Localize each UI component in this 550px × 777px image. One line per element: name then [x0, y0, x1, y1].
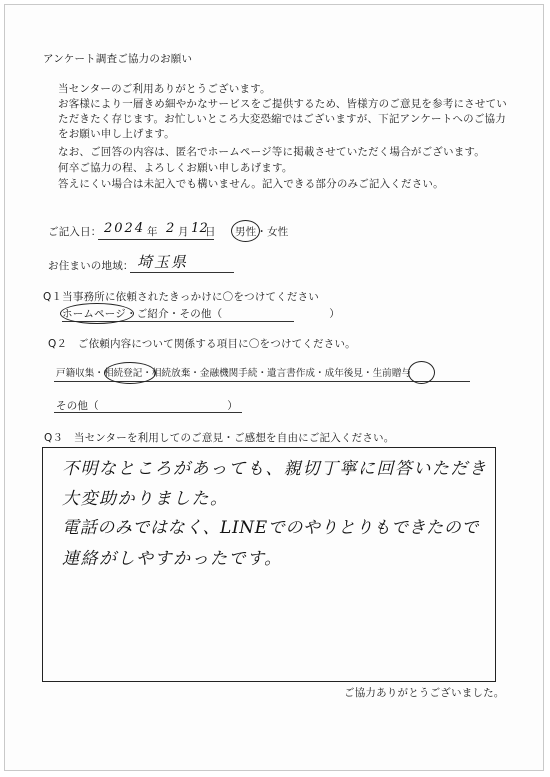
entry-date-label: ご記入日： — [48, 226, 102, 238]
entry-year-unit: 年 — [147, 226, 158, 238]
gender-options: 男性・女性 — [235, 226, 289, 238]
q2-question: Q２ ご依頼内容について関係する項目に〇をつけてください。 — [48, 338, 356, 350]
q3-answer-line-4: 連絡がしやすかったです。 — [62, 549, 283, 569]
document-title: アンケート調査ご協力のお願い — [43, 53, 193, 65]
q3-answer-line-3: 電話のみではなく、LINEでのやりとりもできたので — [62, 518, 479, 538]
entry-date-underline — [98, 239, 214, 240]
region-underline — [130, 272, 234, 273]
intro-line-5: なお、ご回答の内容は、匿名でホームページ等に掲載させていただく場合がございます。 — [58, 146, 485, 158]
q2-options: 戸籍収集・相続登記・相続放棄・金融機関手続・遺言書作成・成年後見・生前贈与 — [56, 368, 411, 379]
q3-question: Q３ 当センターを利用してのご意見・ご感想を自由にご記入ください。 — [44, 432, 395, 444]
entry-year-value: 2024 — [104, 221, 146, 236]
q3-answer-line-2: 大変助かりました。 — [62, 489, 229, 509]
region-label: お住まいの地域： — [48, 260, 134, 272]
footer-thanks: ご協力ありがとうございました。 — [344, 687, 505, 699]
region-value: 埼玉県 — [137, 253, 189, 271]
q2-other-underline — [54, 412, 242, 413]
q1-question: Q１当事務所に依頼されたきっかけに〇をつけてください — [43, 291, 319, 303]
intro-line-4: をお願い申し上げます。 — [58, 128, 175, 140]
entry-month-unit: 月 — [178, 226, 189, 238]
intro-line-1: 当センターのご利用ありがとうございます。 — [58, 83, 271, 95]
q3-answer-line-1: 不明なところがあっても、親切丁寧に回答いただき — [62, 459, 488, 479]
intro-line-3: ただきたく存じます。お忙しいところ大変恐縮ではございますが、下記アンケートへのご協力 — [58, 113, 506, 125]
gender-selection-circle — [231, 220, 260, 242]
q1-options: ホームページ・ご紹介・その他（ ） — [62, 308, 340, 320]
intro-line-7: 答えにくい場合は未記入でも構いません。記入できる部分のみご記入ください。 — [58, 178, 444, 190]
entry-day-value: 12 — [191, 221, 208, 236]
q2-selection-circle-2 — [408, 361, 435, 384]
intro-line-2: お客様により一層きめ細やかなサービスをご提供するため、皆様方のご意見を参考にさせてい — [58, 98, 507, 110]
q2-selection-circle-1 — [104, 362, 156, 384]
q1-selection-circle — [60, 303, 134, 324]
q2-other: その他（ ） — [56, 400, 238, 412]
intro-line-6: 何卒ご協力の程、よろしくお願い申しあげます。 — [58, 162, 293, 174]
entry-month-value: 2 — [166, 221, 175, 236]
entry-day-unit: 日 — [205, 226, 216, 238]
